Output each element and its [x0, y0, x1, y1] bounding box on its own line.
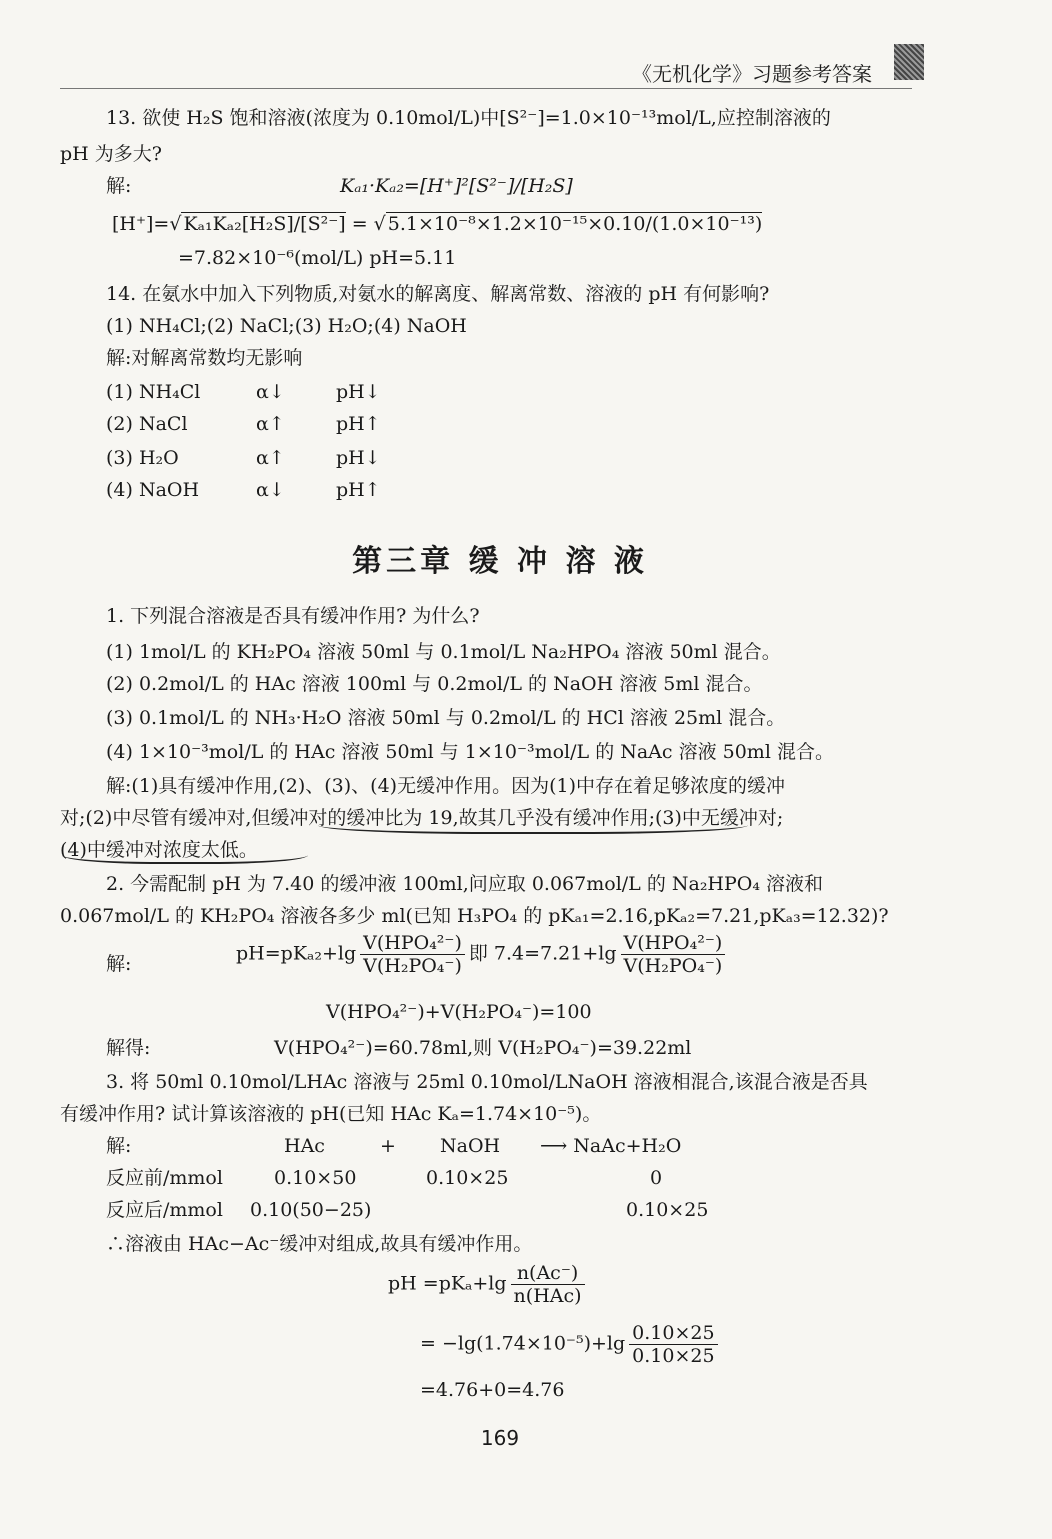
q14-question: 14. 在氨水中加入下列物质,对氨水的解离度、解离常数、溶液的 pH 有何影响? [106, 283, 770, 305]
c3-question-line2: 有缓冲作用? 试计算该溶液的 pH(已知 HAc Kₐ=1.74×10⁻⁵)。 [60, 1103, 602, 1125]
q14-answer: 解:对解离常数均无影响 [106, 347, 303, 369]
c3-ph-num2: 0.10×25 [629, 1322, 717, 1345]
c3-solution-label: 解: [106, 1135, 132, 1157]
c2-question-line1: 2. 今需配制 pH 为 7.40 的缓冲液 100ml,问应取 0.067mol/L 的 Na₂HPO₄ 溶液和 [106, 873, 824, 895]
c1-answer-line3: (4)中缓冲对浓度太低。 [60, 839, 258, 861]
c3-products: ⟶ NaAc+H₂O [540, 1135, 682, 1157]
c3-before-naoh: 0.10×25 [426, 1167, 509, 1189]
chapter-title: 第三章 缓 冲 溶 液 [352, 544, 648, 579]
page-number: 169 [480, 1426, 520, 1450]
q14-row-alpha: α↓ [256, 479, 285, 501]
c1-item: (1) 1mol/L 的 KH₂PO₄ 溶液 50ml 与 0.1mol/L Na₂HPO₄ 溶液 50ml 混合。 [106, 641, 781, 663]
handwritten-underline [62, 842, 308, 864]
c2-eq-a: pH=pKₐ₂+lg [236, 942, 357, 965]
q14-row [106, 478, 506, 502]
q14-row [106, 446, 506, 470]
q14-row-ph: pH↓ [336, 447, 381, 469]
q13-eq2-sqrt1: Kₐ₁Kₐ₂[H₂S]/[S²⁻] [183, 213, 346, 235]
q14-row-alpha: α↑ [256, 413, 285, 435]
c3-after-products: 0.10×25 [626, 1199, 709, 1221]
c3-conclusion: ∴溶液由 HAc−Ac⁻缓冲对组成,故具有缓冲作用。 [106, 1233, 533, 1255]
c3-ph-equation-2 [420, 1322, 722, 1367]
q14-row-alpha: α↑ [256, 447, 285, 469]
c3-ph-eq-a: pH =pKₐ+lg [388, 1272, 507, 1295]
c2-frac2-den: V(H₂PO₄⁻) [623, 955, 723, 977]
q14-row-label: (1) NH₄Cl [106, 381, 201, 403]
c3-plus: + [380, 1135, 396, 1157]
c1-answer-line2: 对;(2)中尽管有缓冲对,但缓冲对的缓冲比为 19,故其几乎没有缓冲作用;(3)中无缓冲对; [60, 807, 784, 829]
q13-question-line1: 13. 欲使 H₂S 饱和溶液(浓度为 0.10mol/L)中[S²⁻]=1.0×10⁻¹³mol/L,应控制溶液的 [106, 107, 831, 129]
c2-solution-label: 解: [106, 953, 132, 975]
c1-question: 1. 下列混合溶液是否具有缓冲作用? 为什么? [106, 605, 480, 627]
c3-after-hac: 0.10(50−25) [250, 1199, 372, 1221]
c2-fraction-1 [360, 932, 465, 977]
q14-row-label: (2) NaCl [106, 413, 188, 435]
c1-item: (3) 0.1mol/L 的 NH₃·H₂O 溶液 50ml 与 0.2mol/L 的 HCl 溶液 25ml 混合。 [106, 707, 786, 729]
q13-eq2-left: [H⁺]= [112, 213, 170, 235]
header-rule [60, 88, 912, 89]
running-header: 《无机化学》习题参考答案 [632, 62, 872, 86]
q13-question-line2: pH 为多大? [60, 143, 162, 165]
c1-item: (2) 0.2mol/L 的 HAc 溶液 100ml 与 0.2mol/L 的 NaOH 溶液 5ml 混合。 [106, 673, 763, 695]
c3-ph-fraction [511, 1262, 585, 1307]
c1-item: (4) 1×10⁻³mol/L 的 HAc 溶液 50ml 与 1×10⁻³mol/L 的 NaAc 溶液 50ml 混合。 [106, 741, 834, 763]
c2-result: V(HPO₄²⁻)=60.78ml,则 V(H₂PO₄⁻)=39.22ml [274, 1037, 692, 1059]
q14-items: (1) NH₄Cl;(2) NaCl;(3) H₂O;(4) NaOH [106, 315, 467, 337]
header-decoration [894, 44, 924, 80]
q14-row-label: (4) NaOH [106, 479, 200, 501]
c2-eq-b: 即 7.4=7.21+lg [468, 942, 617, 965]
c3-ph-fraction-2 [629, 1322, 717, 1367]
q14-row-alpha: α↓ [256, 381, 285, 403]
c2-question-line2: 0.067mol/L 的 KH₂PO₄ 溶液各多少 ml(已知 H₃PO₄ 的 pKₐ₁=2.16,pKₐ₂=7.21,pKₐ₃=12.32)? [60, 905, 889, 927]
c3-ph-den: n(HAc) [513, 1285, 582, 1307]
q13-eq2-mid: = [345, 213, 374, 235]
q14-row-ph: pH↑ [336, 479, 381, 501]
c3-ph-equation-3: =4.76+0=4.76 [420, 1379, 565, 1401]
q14-row [106, 380, 506, 404]
c2-result-label: 解得: [106, 1037, 151, 1059]
q13-equation-2: [H⁺]=√ Kₐ₁Kₐ₂[H₂S]/[S²⁻] = √ 5.1×10⁻⁸×1.2×10⁻¹⁵×0.10/(1.0×10⁻¹³) [112, 213, 763, 235]
c3-ph-eq-b: = −lg(1.74×10⁻⁵)+lg [420, 1332, 626, 1355]
q14-row-label: (3) H₂O [106, 447, 179, 469]
c3-after-label: 反应后/mmol [106, 1199, 223, 1221]
q14-row-ph: pH↓ [336, 381, 381, 403]
q13-equation-3: =7.82×10⁻⁶(mol/L) pH=5.11 [178, 247, 457, 269]
q13-equation-1: Kₐ₁·Kₐ₂=[H⁺]²[S²⁻]/[H₂S] [340, 175, 573, 197]
c3-before-label: 反应前/mmol [106, 1167, 223, 1189]
c2-equation-1 [236, 932, 729, 977]
q14-row [106, 412, 506, 436]
c2-frac2-num: V(HPO₄²⁻) [621, 932, 726, 955]
c3-ph-den2: 0.10×25 [632, 1345, 715, 1367]
handwritten-underline [318, 812, 748, 834]
c3-before-products: 0 [650, 1167, 663, 1189]
q14-row-ph: pH↑ [336, 413, 381, 435]
c1-answer-line1: 解:(1)具有缓冲作用,(2)、(3)、(4)无缓冲作用。因为(1)中存在着足够浓度的缓冲 [106, 775, 786, 797]
c2-frac1-num: V(HPO₄²⁻) [360, 932, 465, 955]
c3-before-hac: 0.10×50 [274, 1167, 357, 1189]
c3-ph-num: n(Ac⁻) [511, 1262, 585, 1285]
c2-frac1-den: V(H₂PO₄⁻) [363, 955, 462, 977]
c2-fraction-2 [621, 932, 726, 977]
c3-reactant-naoh: NaOH [440, 1135, 501, 1157]
q13-solution-label: 解: [106, 175, 132, 197]
q13-eq2-sqrt2: 5.1×10⁻⁸×1.2×10⁻¹⁵×0.10/(1.0×10⁻¹³) [387, 213, 763, 235]
c3-ph-equation-1 [388, 1262, 589, 1307]
c2-equation-2: V(HPO₄²⁻)+V(H₂PO₄⁻)=100 [326, 1001, 592, 1023]
c3-reactant-hac: HAc [284, 1135, 325, 1157]
c3-question-line1: 3. 将 50ml 0.10mol/LHAc 溶液与 25ml 0.10mol/LNaOH 溶液相混合,该混合液是否具 [106, 1071, 868, 1093]
